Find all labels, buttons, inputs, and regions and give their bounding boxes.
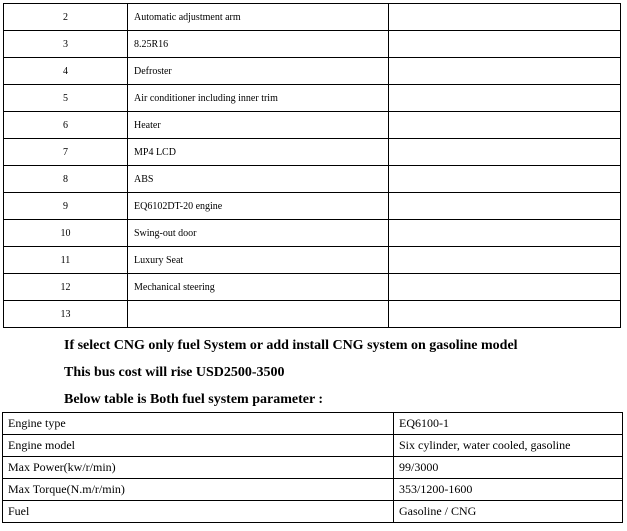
row-extra xyxy=(389,139,621,166)
row-item xyxy=(128,301,389,328)
row-number: 12 xyxy=(4,274,128,301)
row-extra xyxy=(389,4,621,31)
table-row xyxy=(4,85,621,112)
row-number: 7 xyxy=(4,139,128,166)
row-extra xyxy=(389,220,621,247)
table-row xyxy=(3,413,623,435)
param-label: Fuel xyxy=(3,501,394,523)
row-extra xyxy=(389,193,621,220)
row-number: 8 xyxy=(4,166,128,193)
row-item: Air conditioner including inner trim xyxy=(128,85,389,112)
row-number: 9 xyxy=(4,193,128,220)
table-row xyxy=(3,479,623,501)
row-number: 6 xyxy=(4,112,128,139)
cost-note: This bus cost will rise USD2500-3500 xyxy=(64,365,285,380)
row-extra xyxy=(389,301,621,328)
table-row xyxy=(3,435,623,457)
options-table xyxy=(3,3,621,328)
row-extra xyxy=(389,31,621,58)
row-number: 11 xyxy=(4,247,128,274)
row-item: Mechanical steering xyxy=(128,274,389,301)
table-row xyxy=(4,274,621,301)
param-label: Engine type xyxy=(3,413,394,435)
param-value: 353/1200-1600 xyxy=(394,479,623,501)
row-item: Heater xyxy=(128,112,389,139)
row-extra xyxy=(389,112,621,139)
row-item: Swing-out door xyxy=(128,220,389,247)
param-label: Max Power(kw/r/min) xyxy=(3,457,394,479)
table-row xyxy=(4,139,621,166)
row-extra xyxy=(389,85,621,112)
fuel-parameter-table-body xyxy=(3,413,623,523)
table-intro-note: Below table is Both fuel system parameter : xyxy=(64,392,324,407)
param-value: Six cylinder, water cooled, gasoline xyxy=(394,435,623,457)
param-label: Max Torque(N.m/r/min) xyxy=(3,479,394,501)
row-number: 2 xyxy=(4,4,128,31)
row-item: Defroster xyxy=(128,58,389,85)
row-number: 5 xyxy=(4,85,128,112)
table-row xyxy=(4,4,621,31)
row-extra xyxy=(389,247,621,274)
table-row xyxy=(4,58,621,85)
table-row xyxy=(3,457,623,479)
options-table-body xyxy=(4,4,621,328)
table-row xyxy=(4,31,621,58)
row-number: 3 xyxy=(4,31,128,58)
param-value: Gasoline / CNG xyxy=(394,501,623,523)
row-number: 4 xyxy=(4,58,128,85)
row-number: 10 xyxy=(4,220,128,247)
row-extra xyxy=(389,58,621,85)
row-extra xyxy=(389,274,621,301)
row-number: 13 xyxy=(4,301,128,328)
row-item: Automatic adjustment arm xyxy=(128,4,389,31)
row-item: 8.25R16 xyxy=(128,31,389,58)
param-label: Engine model xyxy=(3,435,394,457)
table-row xyxy=(4,220,621,247)
table-row xyxy=(4,166,621,193)
table-row xyxy=(4,301,621,328)
table-row xyxy=(3,501,623,523)
table-row xyxy=(4,112,621,139)
param-value: 99/3000 xyxy=(394,457,623,479)
table-row xyxy=(4,193,621,220)
param-value: EQ6100-1 xyxy=(394,413,623,435)
row-item: ABS xyxy=(128,166,389,193)
row-item: MP4 LCD xyxy=(128,139,389,166)
cng-note: If select CNG only fuel System or add install CNG system on gasoline model xyxy=(64,338,518,353)
fuel-parameter-table xyxy=(2,412,623,523)
row-item: EQ6102DT-20 engine xyxy=(128,193,389,220)
row-extra xyxy=(389,166,621,193)
table-row xyxy=(4,247,621,274)
row-item: Luxury Seat xyxy=(128,247,389,274)
